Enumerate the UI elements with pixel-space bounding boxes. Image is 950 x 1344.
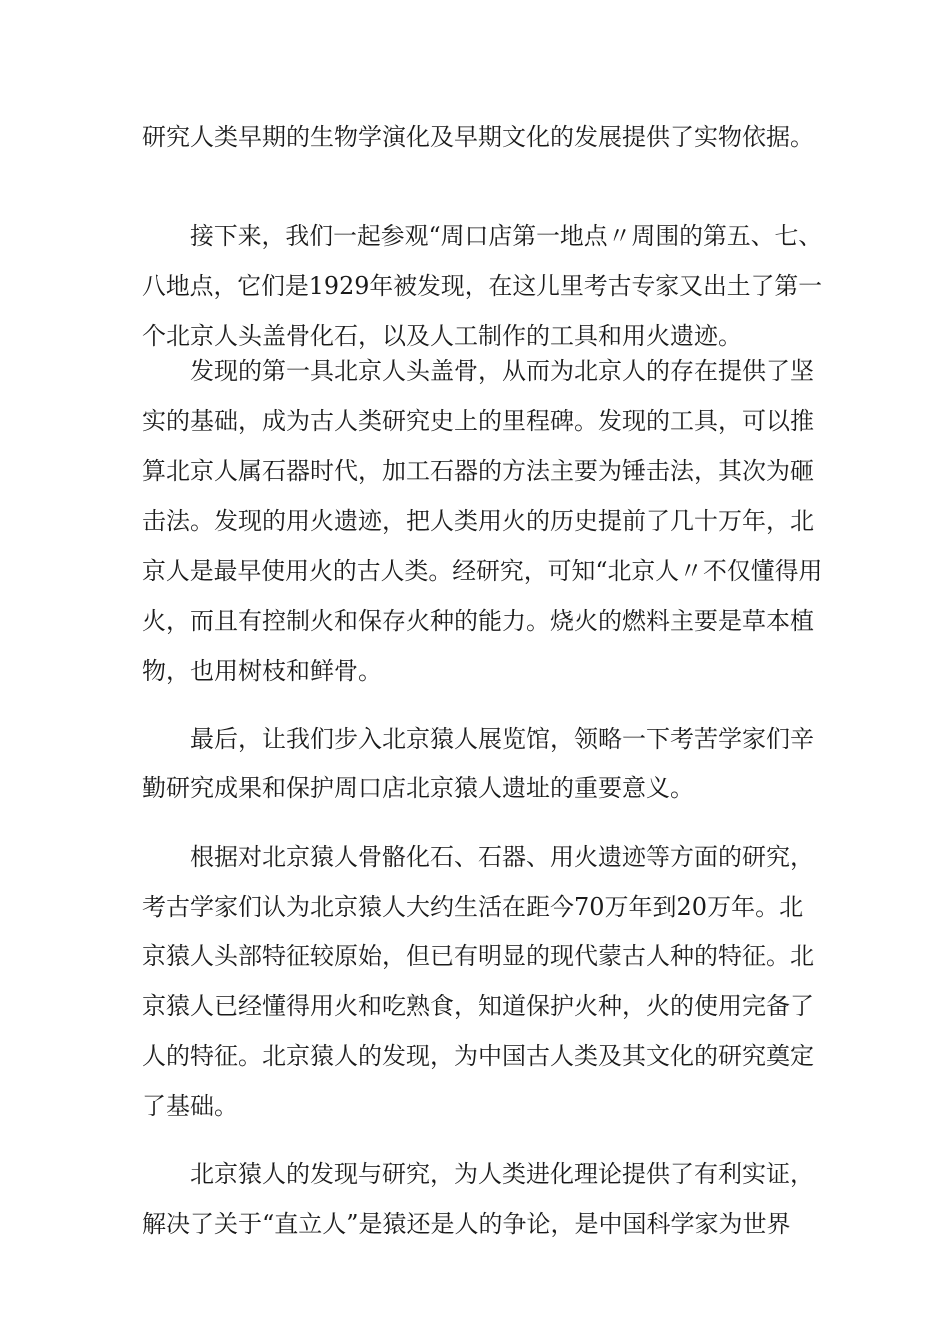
- text-line: 人的特征。北京猿人的发现，为中国古人类及其文化的研究奠定: [142, 1042, 814, 1070]
- text-line: 北京猿人的发现与研究，为人类进化理论提供了有利实证，: [190, 1160, 814, 1188]
- text-line: 京人是最早使用火的古人类。经研究，可知“北京人〃不仅懂得用: [142, 557, 823, 585]
- text-line: 考古学家们认为北京猿人大约生活在距今70万年到20万年。北: [142, 893, 804, 921]
- text-line: 物，也用树枝和鲜骨。: [142, 657, 382, 685]
- text-line: 击法。发现的用火遗迹，把人类用火的历史提前了几十万年，北: [142, 507, 814, 535]
- text-line: 解决了关于“直立人”是猿还是人的争论，是中国科学家为世界: [142, 1210, 791, 1238]
- text-line: 勤研究成果和保护周口店北京猿人遗址的重要意义。: [142, 774, 694, 802]
- text-line: 个北京人头盖骨化石，以及人工制作的工具和用火遗迹。: [142, 322, 742, 350]
- text-line: 火，而且有控制火和保存火种的能力。烧火的燃料主要是草本植: [142, 607, 814, 635]
- text-line: 了基础。: [142, 1092, 238, 1120]
- text-line: 京猿人头部特征较原始，但已有明显的现代蒙古人种的特征。北: [142, 942, 814, 970]
- text-line: 发现的第一具北京人头盖骨，从而为北京人的存在提供了坚: [190, 357, 814, 385]
- text-line: 算北京人属石器时代，加工石器的方法主要为锤击法，其次为砸: [142, 457, 814, 485]
- text-line: 根据对北京猿人骨骼化石、石器、用火遗迹等方面的研究，: [190, 843, 814, 871]
- text-line: 研究人类早期的生物学演化及早期文化的发展提供了实物依据。: [142, 123, 814, 151]
- text-line: 八地点，它们是1929年被发现，在这儿里考古专家又出土了第一: [142, 272, 823, 300]
- text-line: 实的基础，成为古人类研究史上的里程碑。发现的工具，可以推: [142, 407, 814, 435]
- text-line: 最后，让我们步入北京猿人展览馆，领略一下考苦学家们辛: [190, 725, 814, 753]
- text-line: 京猿人已经懂得用火和吃熟食，知道保护火种，火的使用完备了: [142, 992, 814, 1020]
- text-line: 接下来，我们一起参观“周口店第一地点〃周围的第五、七、: [190, 222, 823, 250]
